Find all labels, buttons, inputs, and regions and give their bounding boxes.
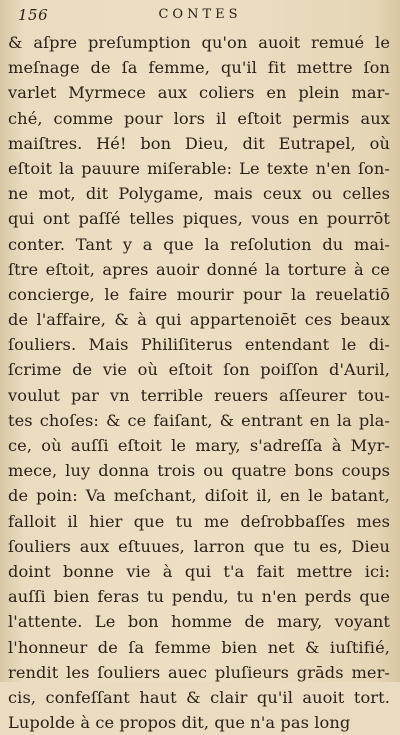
- text-line: varlet Myrmece aux coliers en plein mar-: [8, 83, 390, 103]
- text-line: de l'affaire, & à qui appartenoiēt ces beaux: [8, 310, 390, 330]
- text-line: conter. Tant y a que la reſolution du mai-: [8, 234, 390, 254]
- text-line: auſſi bien feras tu pendu, tu n'en perds que: [8, 587, 390, 607]
- text-line: Lupolde à ce propos dit, que n'a pas long: [8, 713, 351, 733]
- text-line: & aſpre preſumption qu'on auoit remué le: [8, 33, 390, 52]
- page-header: [0, 6, 400, 26]
- text-line: de poin: Va meſchant, diſoit il, en le batant,: [8, 486, 390, 506]
- text-line: ſtre eſtoit, apres auoir donné la torture à ce: [8, 259, 390, 279]
- text-line: l'honneur de ſa femme bien net & iuſtifié,: [8, 637, 390, 657]
- text-line: mece, luy donna trois ou quatre bons coups: [8, 461, 390, 481]
- body-text: [8, 30, 390, 735]
- text-line: ne mot, dit Polygame, mais ceux ou celles: [8, 184, 390, 204]
- text-line: falloit il hier que tu me deſrobbaſſes mes: [8, 511, 390, 531]
- text-line: eſtoit la pauure miſerable: Le texte n'en ſon-: [8, 158, 390, 178]
- text-line: qui ont paſſé telles piques, vous en pourrōt: [8, 209, 390, 229]
- text-line: tes choſes: & ce faiſant, & entrant en la pla-: [8, 410, 390, 430]
- text-line: voulut par vn terrible reuers aſſeurer tou-: [8, 385, 390, 405]
- text-line: rendit les ſouliers auec pluſieurs grāds mer-: [8, 662, 390, 682]
- text-line: doint bonne vie à qui t'a fait mettre ici:: [8, 561, 390, 581]
- text-line: concierge, le faire mourir pour la reuelatiō: [8, 284, 390, 304]
- bottom-margin: [0, 652, 400, 682]
- text-line: ſouliers. Mais Philiſiterus entendant le di-: [8, 335, 390, 355]
- running-head: CONTES: [158, 7, 242, 22]
- text-line: ſouliers aux eſtuues, larron que tu es, Dieu: [8, 536, 390, 556]
- text-line: cis, confeſſant haut & clair qu'il auoit tort.: [8, 687, 390, 707]
- text-line: maiſtres. Hé! bon Dieu, dit Eutrapel, où: [8, 133, 390, 153]
- page-number: 156: [18, 6, 49, 24]
- text-line: meſnage de ſa femme, qu'il fit mettre ſon: [8, 58, 390, 78]
- text-line: ce, où auſſi eſtoit le mary, s'adreſſa à Myr-: [8, 436, 390, 455]
- text-line: ché, comme pour lors il eſtoit permis aux: [8, 108, 390, 128]
- text-line: ſcrime de vie où eſtoit ſon poiſſon d'Auril,: [8, 360, 390, 380]
- text-line: l'attente. Le bon homme de mary, voyant: [8, 612, 390, 632]
